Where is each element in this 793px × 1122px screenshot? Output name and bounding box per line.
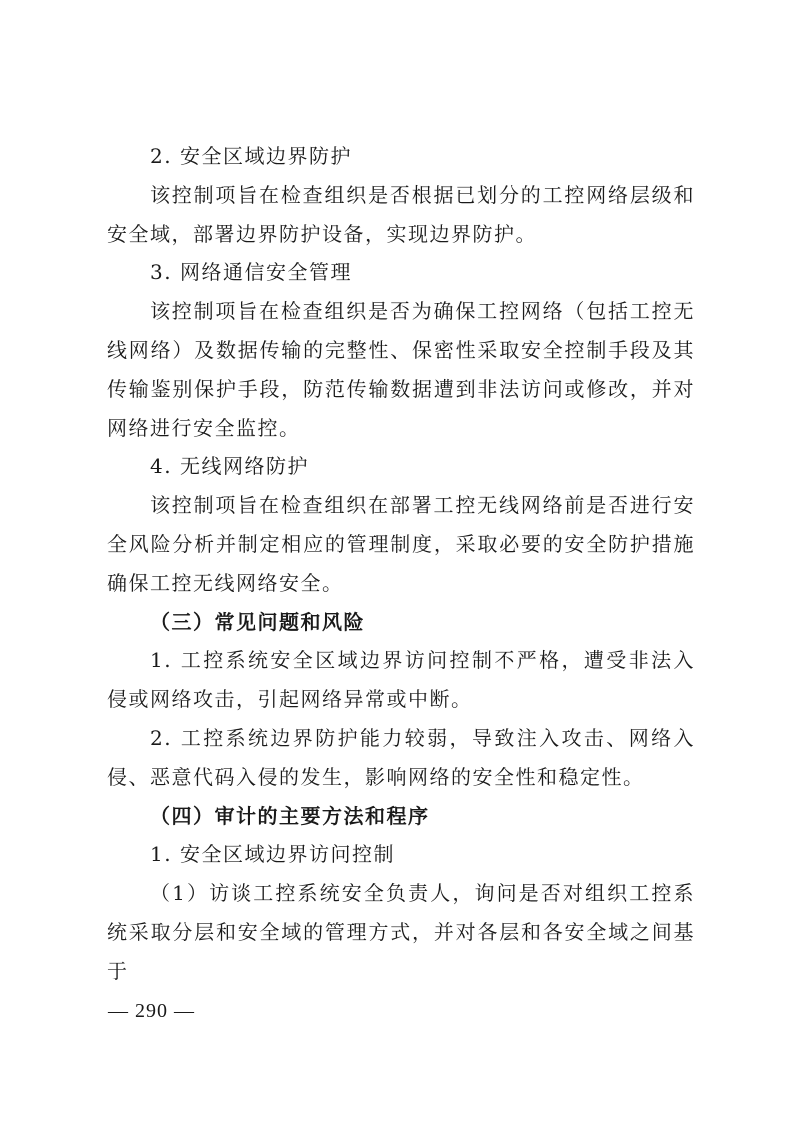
body-paragraph: （1）访谈工控系统安全负责人，询问是否对组织工控系统采取分层和安全域的管理方式，并对各层和各安全域之间基于 [107, 881, 695, 983]
body-paragraph: 2. 工控系统边界防护能力较弱，导致注入攻击、网络入侵、恶意代码入侵的发生，影响网络的安全性和稳定性。 [107, 725, 695, 789]
section-heading: 1. 安全区域边界访问控制 [150, 842, 395, 867]
section-heading: 4. 无线网络防护 [150, 454, 309, 479]
body-paragraph: 该控制项旨在检查组织是否根据已划分的工控网络层级和安全域，部署边界防护设备，实现边界防护。 [107, 182, 695, 246]
page-number: — 290 — [108, 1000, 195, 1022]
section-heading: 3. 网络通信安全管理 [150, 260, 352, 285]
document-body [107, 137, 695, 991]
body-paragraph: 该控制项旨在检查组织是否为确保工控网络（包括工控无线网络）及数据传输的完整性、保密性采取安全控制手段及其传输鉴别保护手段，防范传输数据遭到非法访问或修改，并对网络进行安全监控。 [107, 299, 695, 440]
chapter-heading: （四）审计的主要方法和程序 [150, 803, 430, 828]
body-paragraph: 该控制项旨在检查组织在部署工控无线网络前是否进行安全风险分析并制定相应的管理制度，采取必要的安全防护措施确保工控无线网络安全。 [107, 493, 695, 595]
chapter-heading: （三）常见问题和风险 [150, 609, 365, 634]
body-paragraph: 1. 工控系统安全区域边界访问控制不严格，遭受非法入侵或网络攻击，引起网络异常或中断。 [107, 648, 695, 712]
section-heading: 2. 安全区域边界防护 [150, 144, 352, 168]
